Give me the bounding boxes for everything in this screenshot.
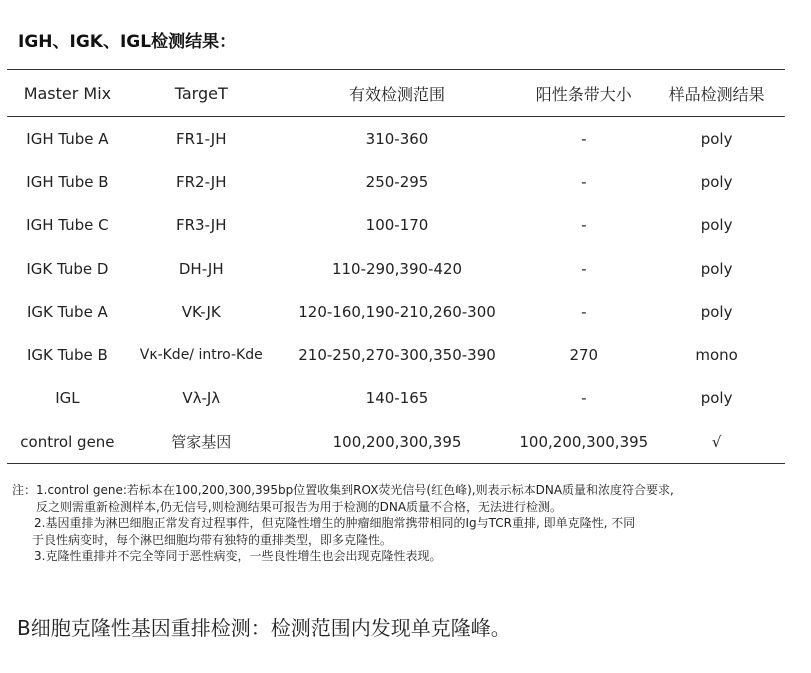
cell-target: FR1-JH: [175, 129, 227, 148]
cell-target: Vκ-Kde/ intro-Kde: [139, 347, 263, 364]
cell-master-mix: IGH Tube B: [26, 172, 109, 191]
header-valid-range: 有效检测范围: [275, 70, 520, 117]
cell-sample-result: poly: [700, 302, 733, 321]
cell-target: VK-JK: [181, 302, 221, 321]
cell-target: 管家基因: [128, 420, 275, 464]
cell-positive-band-size: -: [581, 302, 587, 321]
cell-sample-result: poly: [700, 129, 733, 148]
header-positive-band-size: 阳性条带大小: [519, 70, 648, 117]
note-line: 于良性病变时，每个淋巴细胞均带有独特的重排类型，即多克隆性。: [32, 532, 393, 547]
table-row: [7, 290, 785, 333]
note-line: 反之则需重新检测样本,仍无信号,则检测结果可报告为用于检测的DNA质量不合格，无法进行检测。: [36, 499, 563, 514]
cell-positive-band-size: -: [581, 259, 587, 278]
cell-valid-range: 100-170: [365, 216, 429, 235]
header-target: TargeT: [128, 70, 275, 117]
table-row: [7, 420, 785, 464]
cell-positive-band-size: -: [581, 129, 587, 148]
cell-master-mix: control gene: [7, 420, 128, 464]
cell-master-mix: IGH Tube A: [26, 129, 109, 148]
cell-positive-band-size: 100,200,300,395: [519, 420, 648, 464]
results-table: [7, 69, 785, 464]
cell-target: FR2-JH: [175, 172, 227, 191]
table-header-row: [7, 70, 785, 117]
cell-master-mix: IGK Tube A: [27, 302, 108, 321]
table-row: [7, 333, 785, 376]
cell-master-mix: IGH Tube C: [26, 216, 109, 235]
cell-valid-range: 120-160,190-210,260-300: [298, 302, 496, 321]
conclusion-text: B细胞克隆性基因重排检测：检测范围内发现单克隆峰。: [17, 616, 511, 640]
cell-sample-result: poly: [700, 216, 733, 235]
cell-sample-result: poly: [700, 259, 733, 278]
notes-section: [12, 482, 802, 565]
cell-positive-band-size: -: [581, 172, 587, 191]
cell-valid-range: 310-360: [365, 129, 429, 148]
cell-master-mix: IGK Tube B: [26, 346, 108, 365]
table-row: [7, 160, 785, 203]
results-title: IGH、IGK、IGL检测结果：: [18, 32, 237, 52]
cell-valid-range: 100,200,300,395: [275, 420, 520, 464]
table-row: [7, 247, 785, 290]
cell-sample-result: poly: [700, 172, 733, 191]
note-line: 注：1.control gene:若标本在100,200,300,395bp位置收集到ROX荧光信号(红色峰),则表示标本DNA质量和浓度符合要求,: [12, 483, 674, 497]
cell-target: FR3-JH: [175, 216, 227, 235]
note-line: 3.克隆性重排并不完全等同于恶性病变，一些良性增生也会出现克隆性表现。: [34, 549, 442, 563]
cell-target: DH-JH: [178, 259, 224, 278]
cell-target: Vλ-Jλ: [182, 389, 221, 408]
table-row: [7, 204, 785, 247]
cell-sample-result: poly: [700, 389, 733, 408]
table-row: [7, 117, 785, 161]
cell-positive-band-size: 270: [569, 346, 599, 365]
cell-positive-band-size: -: [581, 216, 587, 235]
header-sample-result: 样品检测结果: [648, 70, 785, 117]
note-line: 2.基因重排为淋巴细胞正常发育过程事件，但克隆性增生的肿瘤细胞常携带相同的Ig与TCR重排, 即单克隆性, 不同: [34, 516, 636, 530]
cell-sample-result: √: [648, 420, 785, 464]
cell-valid-range: 110-290,390-420: [331, 259, 463, 278]
table-row: [7, 377, 785, 420]
cell-master-mix: IGL: [55, 389, 80, 408]
cell-valid-range: 210-250,270-300,350-390: [298, 346, 496, 365]
cell-sample-result: mono: [695, 346, 738, 365]
cell-valid-range: 250-295: [365, 172, 429, 191]
cell-valid-range: 140-165: [365, 389, 429, 408]
cell-master-mix: IGK Tube D: [26, 259, 109, 278]
header-master-mix: Master Mix: [7, 70, 128, 117]
cell-positive-band-size: -: [581, 389, 587, 408]
